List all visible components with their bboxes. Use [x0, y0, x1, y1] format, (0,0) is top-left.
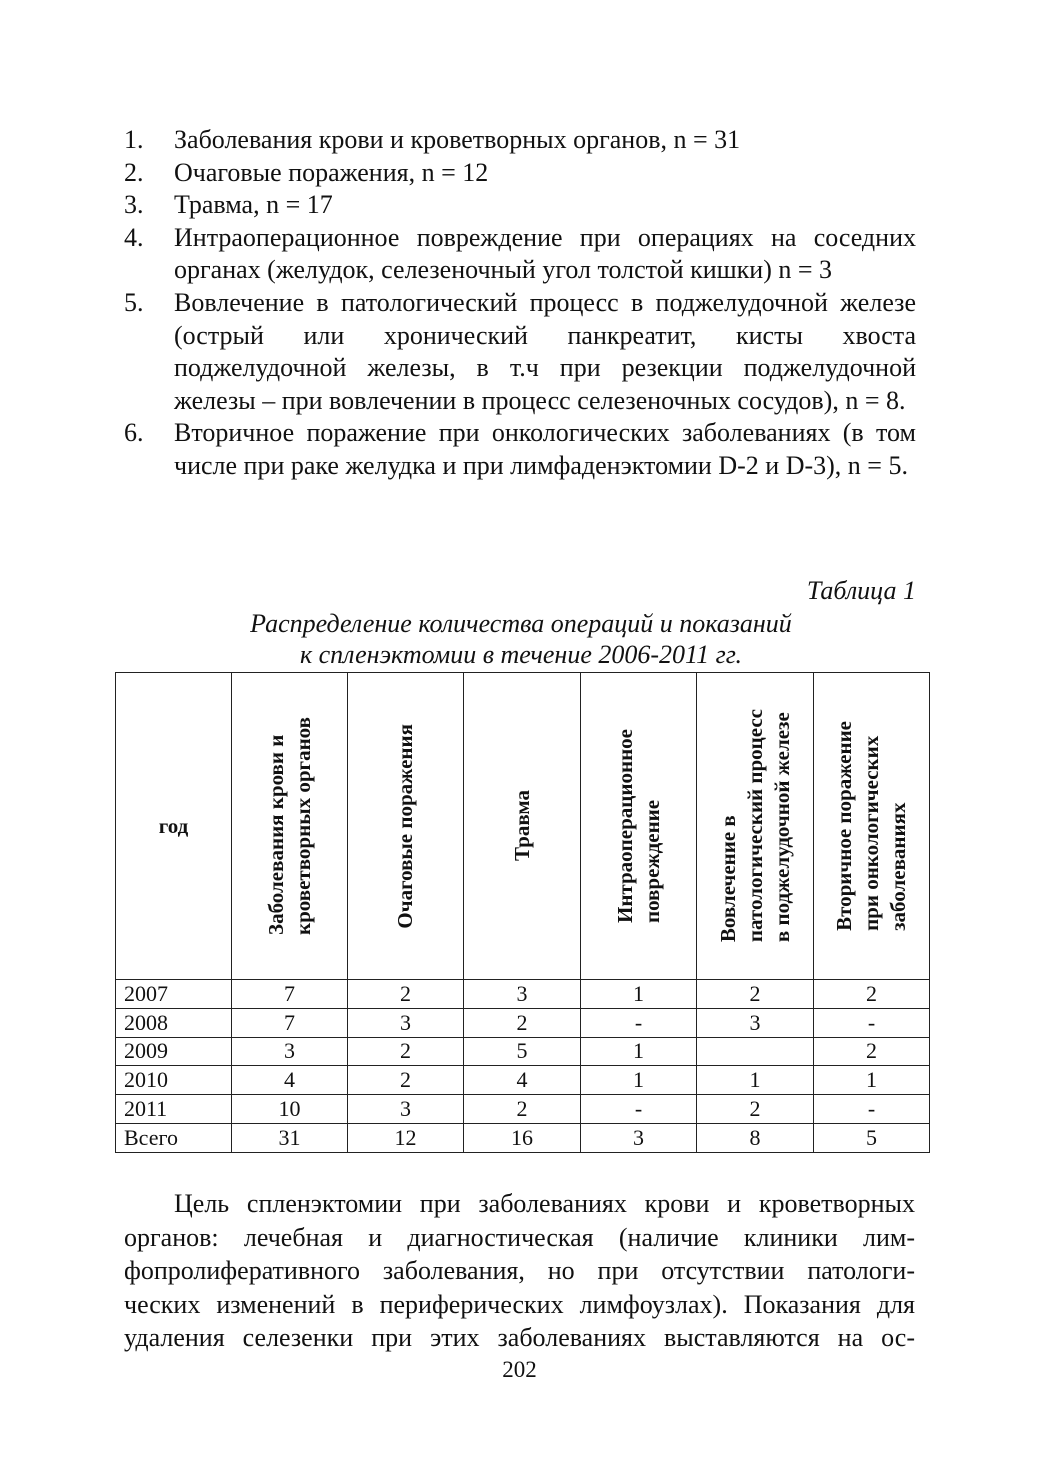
column-header-line: Травма	[509, 790, 534, 862]
list-item-text: Очаговые поражения, n = 12	[174, 157, 489, 187]
value-cell: 2	[464, 1008, 581, 1037]
column-header-wrap	[814, 673, 929, 979]
table-row	[116, 1095, 930, 1124]
value-cell: 2	[814, 1037, 930, 1066]
page-number: 202	[502, 1357, 537, 1382]
value-cell: 3	[348, 1008, 464, 1037]
row-year-cell: 2008	[116, 1008, 232, 1037]
value-cell: 12	[348, 1123, 464, 1152]
column-header-line: патологический процесс	[742, 709, 767, 943]
value-cell: 16	[464, 1123, 581, 1152]
column-header-line: кроветворных органов	[290, 717, 315, 935]
table-title-line-1: Распределение количества операций и показаний	[250, 609, 792, 638]
list-item	[124, 124, 916, 157]
column-header-line: при онкологических	[859, 735, 883, 931]
value-cell: 7	[232, 1008, 348, 1037]
value-cell: 1	[581, 980, 697, 1009]
body-paragraph	[124, 1187, 915, 1355]
row-year-cell: 2011	[116, 1095, 232, 1124]
paragraph-line: органов: лечебная и диагностическая (наличие клиники лим-	[124, 1222, 915, 1252]
table-header-row	[116, 673, 930, 980]
column-header-text	[612, 729, 666, 923]
column-header	[581, 673, 697, 980]
list-item	[124, 287, 916, 417]
indications-list	[124, 124, 916, 483]
value-cell: -	[581, 1095, 697, 1124]
column-header-line: повреждение	[639, 799, 664, 923]
value-cell: 31	[232, 1123, 348, 1152]
table-label: Таблица 1	[806, 576, 916, 605]
column-header-text	[715, 709, 796, 942]
column-header-line: Интраоперационное	[612, 728, 637, 923]
value-cell: 2	[464, 1095, 581, 1124]
table-row	[116, 980, 930, 1009]
value-cell: 1	[581, 1066, 697, 1095]
paragraph-line: ческих изменений в периферических лимфоузлах). Показания для	[124, 1289, 915, 1319]
column-header-text	[392, 724, 419, 929]
paragraph-line: фопролиферативного заболевания, но при отсутствии патологи-	[124, 1256, 915, 1285]
value-cell: 3	[697, 1008, 814, 1037]
row-year-cell: 2007	[116, 980, 232, 1009]
value-cell: 3	[232, 1037, 348, 1066]
column-header-line: в поджелудочной железе	[769, 712, 794, 943]
value-cell: 3	[581, 1123, 697, 1152]
value-cell: 4	[464, 1066, 581, 1095]
column-header	[814, 673, 930, 980]
list-item-number: 1.	[124, 125, 144, 154]
value-cell: 1	[581, 1037, 697, 1066]
value-cell: 7	[232, 980, 348, 1009]
value-cell: 5	[814, 1123, 930, 1152]
column-header-wrap	[232, 673, 347, 979]
value-cell: -	[814, 1008, 930, 1037]
column-header-line: заболеваниях	[886, 802, 910, 931]
column-header-line: Очаговые поражения	[393, 723, 417, 929]
column-header-wrap	[464, 673, 580, 979]
table-row	[116, 1037, 930, 1066]
value-cell: 1	[814, 1066, 930, 1095]
value-cell: 4	[232, 1066, 348, 1095]
column-header-text	[831, 721, 912, 931]
table-row	[116, 1008, 930, 1037]
table-total-row	[116, 1123, 930, 1152]
value-cell: -	[814, 1095, 930, 1124]
paragraph-line: Цель спленэктомии при заболеваниях крови и кроветворных	[174, 1189, 915, 1218]
list-item-number: 5.	[124, 287, 144, 317]
value-cell: 2	[697, 1095, 814, 1124]
table-row	[116, 1066, 930, 1095]
column-header-wrap	[348, 673, 463, 979]
column-header-text	[509, 790, 536, 861]
list-item-text: Заболевания крови и кроветворных органов, n = 31	[174, 125, 741, 154]
row-year-cell: 2010	[116, 1066, 232, 1095]
header-year: год	[116, 673, 232, 980]
row-year-cell: 2009	[116, 1037, 232, 1066]
splenectomy-table	[115, 672, 930, 1153]
value-cell: 2	[814, 980, 930, 1009]
list-item-text: Вторичное поражение при онкологических заболеваниях (в том числе при раке желудка и при лимфаденэктомии D-2 и D-3), n = 5.	[174, 418, 916, 480]
paragraph-line: удаления селезенки при этих заболеваниях выставляются на ос-	[124, 1323, 915, 1352]
value-cell: 2	[348, 980, 464, 1009]
value-cell: 8	[697, 1123, 814, 1152]
column-header-wrap	[697, 673, 813, 979]
value-cell: 3	[464, 980, 581, 1009]
value-cell: 2	[697, 980, 814, 1009]
list-item-text: Интраоперационное повреждение при операциях на соседних органах (желудок, селезеночный угол толстой кишки) n = 3	[174, 222, 916, 285]
value-cell: 10	[232, 1095, 348, 1124]
list-item-number: 3.	[124, 190, 144, 220]
value-cell: -	[581, 1008, 697, 1037]
list-item-number: 2.	[124, 157, 144, 187]
table-title-line-2: к спленэктомии в течение 2006-2011 гг.	[299, 640, 743, 669]
list-item-number: 4.	[124, 222, 144, 252]
value-cell: 3	[348, 1095, 464, 1124]
list-item-text: Вовлечение в патологический процесс в поджелудочной железе (острый или хронический панкреатит, кисты хвоста поджелудочной железы, в т.ч при резекции поджелудочной железы – при вовлечении в процесс селезеночных сосудов), n = 8.	[174, 287, 916, 415]
list-item	[124, 417, 916, 482]
column-header-wrap	[581, 673, 696, 979]
column-header-line: Вовлечение в	[715, 815, 740, 943]
value-cell: 5	[464, 1037, 581, 1066]
column-header-line: Заболевания крови и	[263, 734, 288, 935]
column-header	[232, 673, 348, 980]
list-item	[124, 222, 916, 287]
list-item-text: Травма, n = 17	[174, 190, 333, 220]
value-cell	[697, 1037, 814, 1066]
column-header	[464, 673, 581, 980]
column-header	[697, 673, 814, 980]
list-item	[124, 157, 916, 190]
list-item-number: 6.	[124, 418, 144, 448]
row-year-cell: Всего	[116, 1123, 232, 1152]
column-header	[348, 673, 464, 980]
list-item	[124, 189, 916, 222]
column-header-line: Вторичное поражение	[832, 721, 856, 931]
value-cell: 2	[348, 1066, 464, 1095]
column-header-text	[263, 717, 317, 935]
value-cell: 2	[348, 1037, 464, 1066]
value-cell: 1	[697, 1066, 814, 1095]
